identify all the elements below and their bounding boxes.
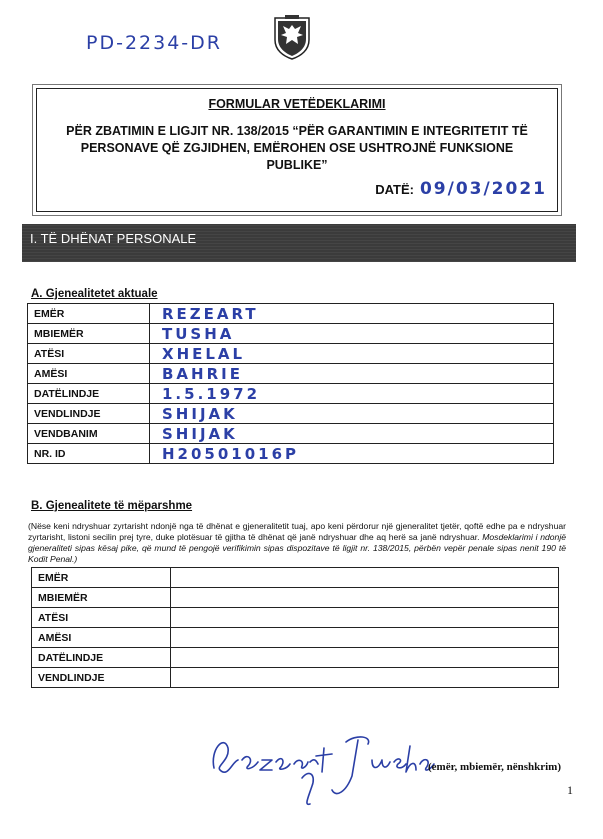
field-label: ATËSI <box>32 608 171 628</box>
field-label: MBIEMËR <box>32 588 171 608</box>
field-label: EMËR <box>28 304 150 324</box>
field-value[interactable] <box>150 364 554 384</box>
field-label: VENDLINDJE <box>32 668 171 688</box>
section-title: I. TË DHËNAT PERSONALE <box>30 231 197 246</box>
table-row <box>32 648 559 668</box>
current-identity-heading: A. Gjenealitetet aktuale <box>31 288 158 300</box>
previous-identity-table <box>31 567 559 688</box>
field-value[interactable] <box>171 668 559 688</box>
field-label: VENDBANIM <box>28 424 150 444</box>
current-identity-table <box>27 303 554 464</box>
reference-number: PD-2234-DR <box>86 32 222 54</box>
handwritten-value: BAHRIE <box>162 364 243 383</box>
table-row <box>32 608 559 628</box>
handwritten-value: H20501016P <box>162 444 300 463</box>
field-value[interactable] <box>150 424 554 444</box>
field-value[interactable] <box>150 344 554 364</box>
previous-identity-note <box>28 521 566 565</box>
field-value[interactable] <box>150 444 554 464</box>
field-label: AMËSI <box>32 628 171 648</box>
field-label: NR. ID <box>28 444 150 464</box>
handwritten-value: TUSHA <box>162 324 235 343</box>
date-value: 09/03/2021 <box>419 179 547 199</box>
handwritten-value: XHELAL <box>162 344 246 363</box>
field-value[interactable] <box>150 304 554 324</box>
table-row <box>28 444 554 464</box>
handwritten-value: SHIJAK <box>162 404 238 423</box>
table-row <box>32 628 559 648</box>
field-label: DATËLINDJE <box>28 384 150 404</box>
field-value[interactable] <box>171 628 559 648</box>
table-row <box>28 364 554 384</box>
table-row <box>28 404 554 424</box>
signature-caption: (emër, mbiemër, nënshkrim) <box>428 761 561 773</box>
handwritten-signature <box>206 720 456 810</box>
form-title: FORMULAR VETËDEKLARIMI <box>208 97 386 111</box>
handwritten-value: SHIJAK <box>162 424 238 443</box>
date-label: DATË: <box>375 182 414 197</box>
field-value[interactable] <box>171 608 559 628</box>
field-label: EMËR <box>32 568 171 588</box>
field-label: DATËLINDJE <box>32 648 171 668</box>
field-value[interactable] <box>171 648 559 668</box>
section-personal-data-header <box>22 224 576 262</box>
note-text: (Nëse keni ndryshuar zyrtarisht ndonjë nga të dhënat e gjeneralitetit tuaj, apo keni përdorur një gjeneralitet tjetër, qoftë edhe pa e ndryshuar zyrtarisht, listoni secilin prej tyre, duke plotësuar të gjitha të dhënat që janë ndryshuar dhe aq herë sa janë ndryshuar. <box>28 521 566 542</box>
page-number: 1 <box>567 783 573 797</box>
field-label: VENDLINDJE <box>28 404 150 424</box>
table-row <box>28 384 554 404</box>
field-value[interactable] <box>171 588 559 608</box>
field-value[interactable] <box>150 384 554 404</box>
table-row <box>32 568 559 588</box>
field-label: MBIEMËR <box>28 324 150 344</box>
law-reference-text: PËR ZBATIMIN E LIGJIT NR. 138/2015 “PËR GARANTIMIN E INTEGRITETIT TË PERSONAVE QË ZGJIDHEN, EMËROHEN OSE USHTROJNË FUNKSIONE PUBLIKE” <box>66 124 528 172</box>
table-row <box>28 304 554 324</box>
table-row <box>28 344 554 364</box>
table-row <box>28 324 554 344</box>
previous-identity-heading: B. Gjenealitete të mëparshme <box>31 500 193 512</box>
handwritten-value: REZEART <box>162 304 259 323</box>
form-header-box <box>36 88 558 212</box>
handwritten-value: 1.5.1972 <box>162 384 261 403</box>
field-label: AMËSI <box>28 364 150 384</box>
field-value[interactable] <box>150 404 554 424</box>
field-value[interactable] <box>150 324 554 344</box>
date-row <box>375 179 547 199</box>
table-row <box>32 588 559 608</box>
field-label: ATËSI <box>28 344 150 364</box>
coat-of-arms-icon <box>271 14 313 60</box>
table-row <box>32 668 559 688</box>
note-italic-text: Mosdeklarimi i ndonjë gjeneraliteti sipas kësaj pike, që mund të pengojë verifikimin sipas dispozitave të ligjit nr. 138/2015, përbën vepër penale sipas nenit 190 të Kodit Penal.) <box>28 532 567 564</box>
field-value[interactable] <box>171 568 559 588</box>
table-row <box>28 424 554 444</box>
